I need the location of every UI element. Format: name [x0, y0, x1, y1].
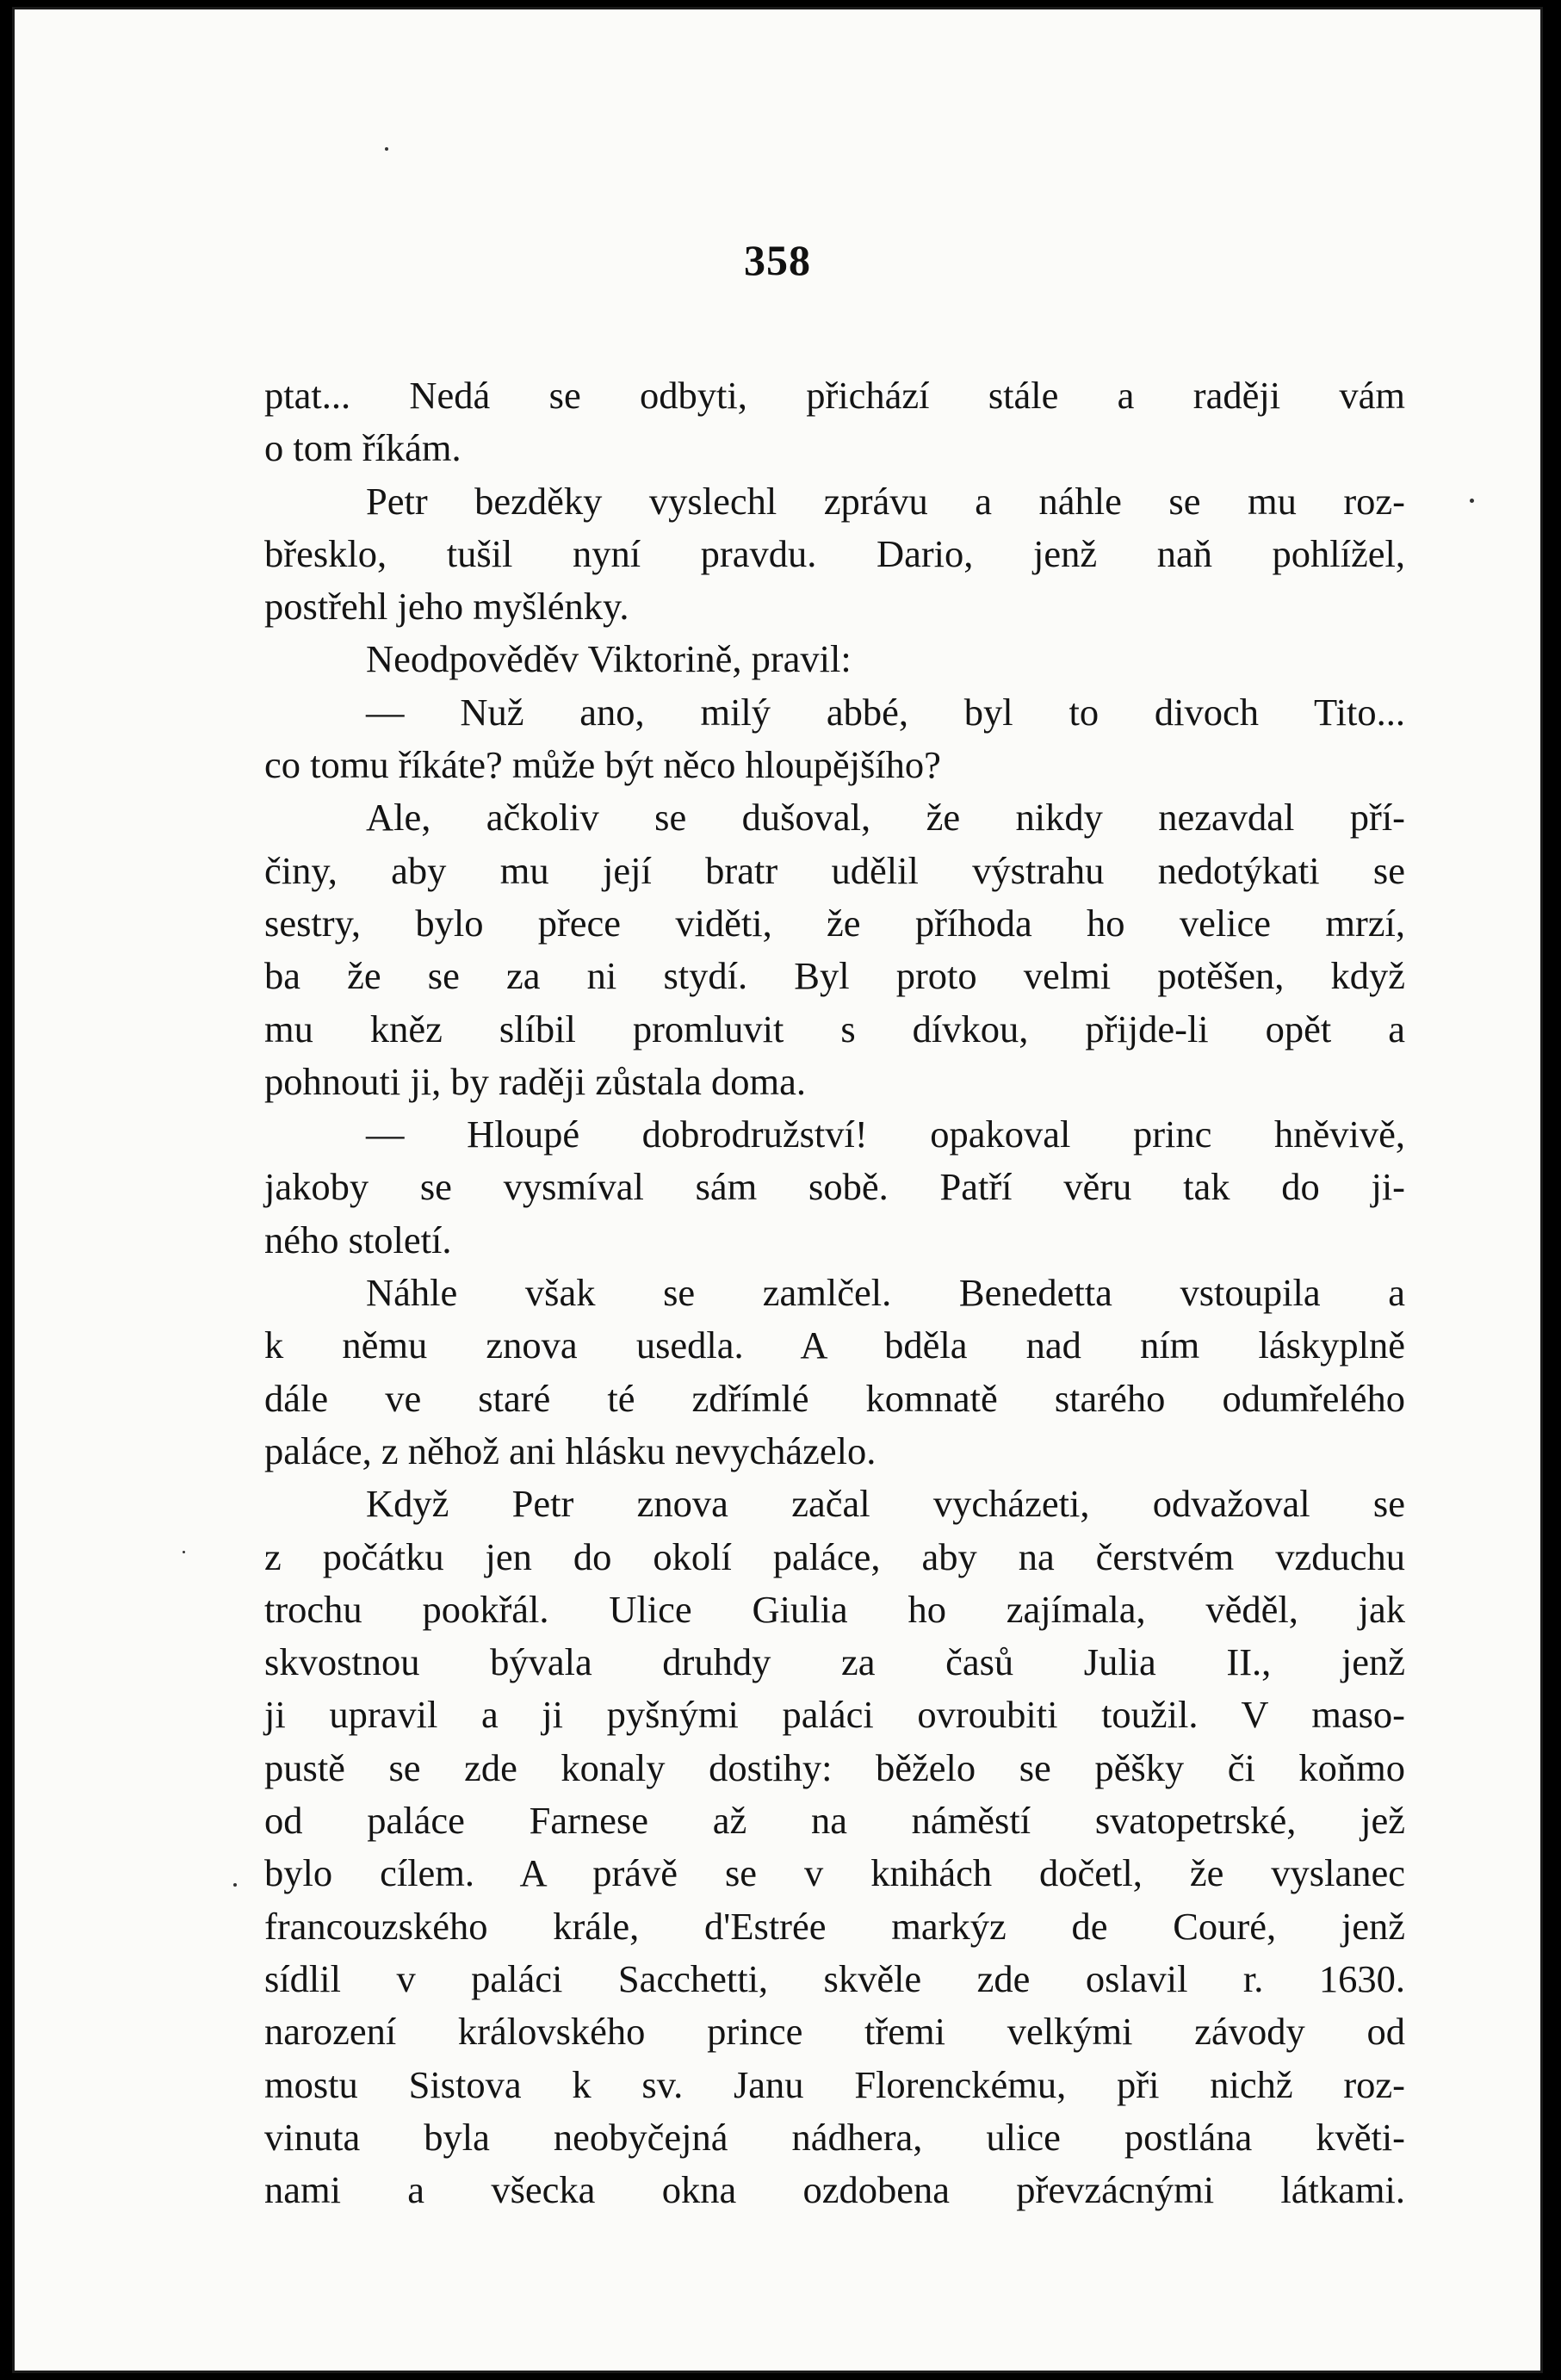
print-speck	[385, 147, 388, 151]
text-line: Když Petr znova začal vycházeti, odvažoval se	[366, 1482, 1405, 1526]
text-line: francouzského krále, d'Estrée markýz de Couré, jenž	[264, 1904, 1405, 1948]
text-line: bylo cílem. A právě se v knihách dočetl, že vyslanec	[264, 1851, 1405, 1895]
text-line: Petr bezděky vyslechl zprávu a náhle se mu roz-	[366, 479, 1405, 523]
text-line: mu kněz slíbil promluvit s dívkou, přijde-li opět a	[264, 1007, 1405, 1051]
text-line: Ale, ačkoliv se dušoval, že nikdy nezavdal pří-	[366, 796, 1405, 840]
text-line: — Hloupé dobrodružství! opakoval princ hněvivě,	[366, 1113, 1405, 1156]
text-line: z počátku jen do okolí paláce, aby na čerstvém vzduchu	[264, 1534, 1405, 1578]
text-line: ného století.	[264, 1218, 452, 1261]
text-line: — Nuž ano, milý abbé, byl to divoch Tito...	[366, 690, 1405, 734]
text-line: Náhle však se zamlčel. Benedetta vstoupila a	[366, 1271, 1405, 1315]
text-line: ji upravil a ji pyšnými paláci ovroubiti toužil. V maso-	[264, 1693, 1405, 1737]
book-page	[12, 7, 1543, 2373]
text-line: k němu znova usedla. A bděla nad ním láskyplně	[264, 1323, 1405, 1367]
text-line: ptat... Nedá se odbyti, přichází stále a raději vám	[264, 374, 1405, 417]
text-line: narození královského prince třemi velkými závody od	[264, 2010, 1405, 2054]
text-line: skvostnou bývala druhdy za časů Julia II., jenž	[264, 1640, 1405, 1684]
text-line: vinuta byla neobyčejná nádhera, ulice postlána květi-	[264, 2115, 1405, 2159]
text-line: sídlil v paláci Sacchetti, skvěle zde oslavil r. 1630.	[264, 1956, 1405, 2000]
text-line: břesklo, tušil nyní pravdu. Dario, jenž naň pohlížel,	[264, 531, 1405, 575]
print-speck	[183, 1551, 185, 1553]
text-line: činy, aby mu její bratr udělil výstrahu nedotýkati se	[264, 848, 1405, 892]
text-line: trochu pookřál. Ulice Giulia ho zajímala, věděl, jak	[264, 1587, 1405, 1631]
page-number: 358	[744, 236, 811, 284]
text-line: co tomu říkáte? může být něco hloupějšího?	[264, 743, 941, 787]
text-line: Neodpověděv Viktorině, pravil:	[366, 637, 852, 681]
text-line: od paláce Farnese až na náměstí svatopetrské, jež	[264, 1799, 1405, 1843]
text-line: o tom říkám.	[264, 426, 461, 470]
print-speck	[233, 1883, 237, 1887]
text-line: pohnouti ji, by raději zůstala doma.	[264, 1059, 807, 1103]
text-line: pustě se zde konaly dostihy: běželo se pěšky či koňmo	[264, 1745, 1405, 1789]
text-line: nami a všecka okna ozdobena převzácnými látkami.	[264, 2168, 1405, 2212]
text-line: jakoby se vysmíval sám sobě. Patří věru tak do ji-	[264, 1165, 1405, 1209]
text-line: ba že se za ni stydí. Byl proto velmi potěšen, když	[264, 954, 1405, 998]
body-text	[264, 369, 1405, 2216]
text-line: sestry, bylo přece viděti, že příhoda ho velice mrzí,	[264, 901, 1405, 945]
text-line: paláce, z něhož ani hlásku nevycházelo.	[264, 1429, 877, 1472]
print-speck	[1470, 499, 1474, 503]
text-line: postřehl jeho myšlénky.	[264, 585, 629, 629]
text-line: dále ve staré té zdřímlé komnatě starého odumřelého	[264, 1376, 1405, 1420]
text-line: mostu Sistova k sv. Janu Florenckému, při nichž roz-	[264, 2062, 1405, 2106]
